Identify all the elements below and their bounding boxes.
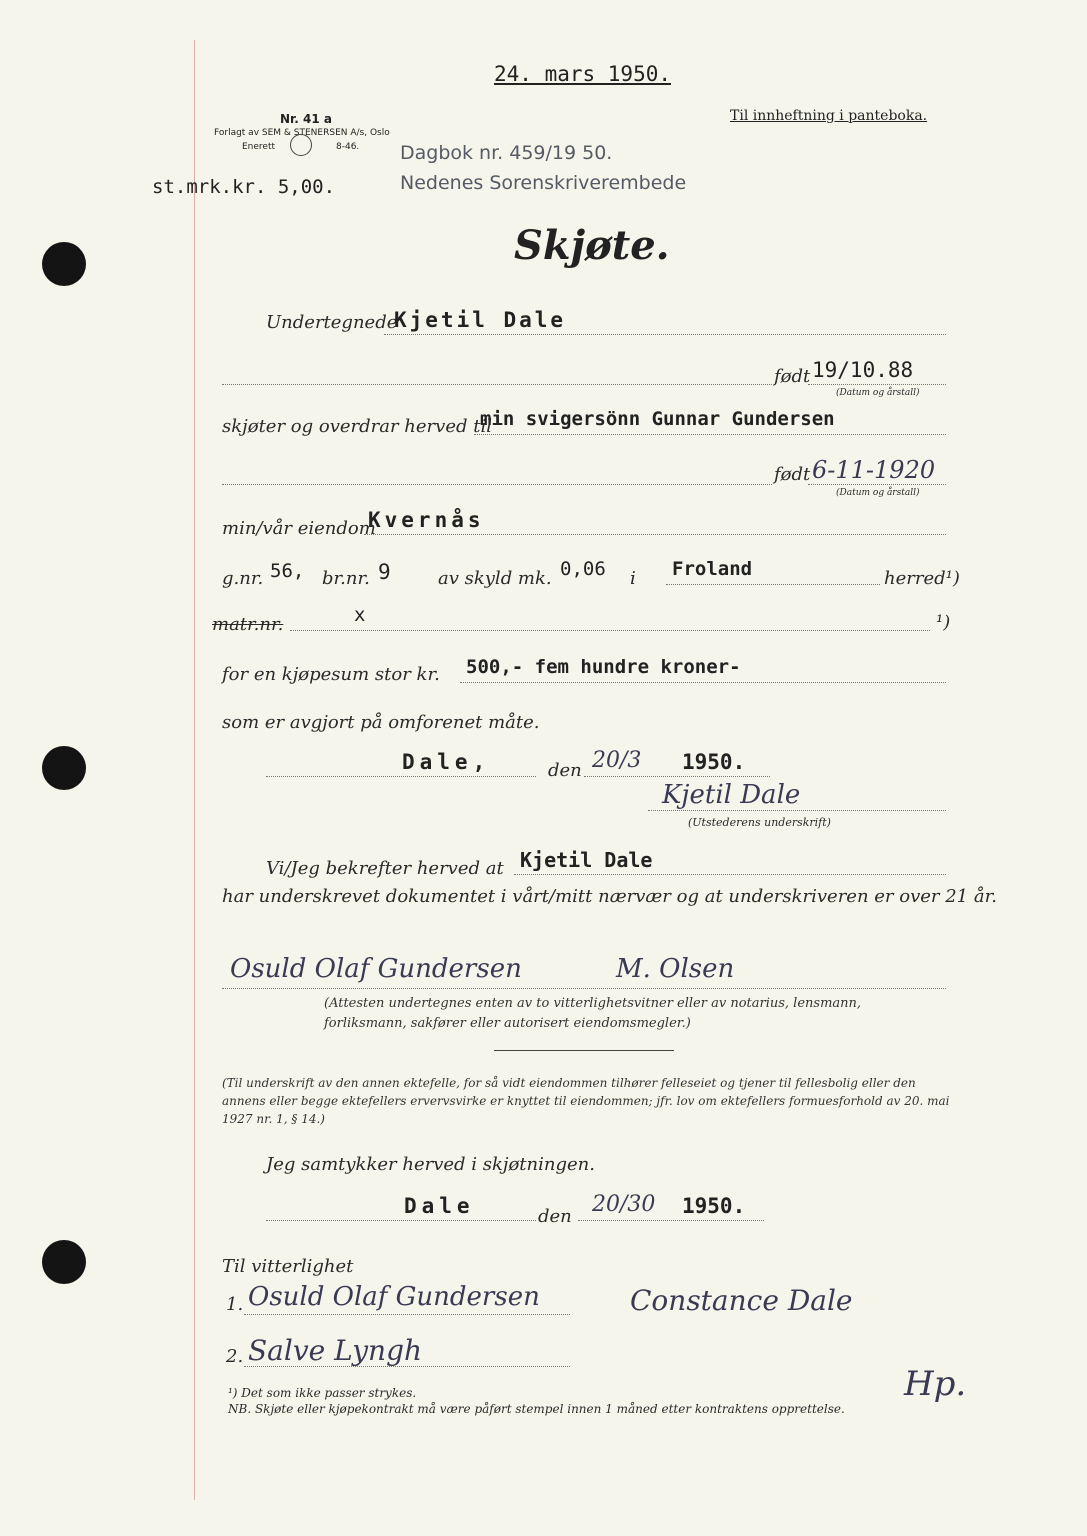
footnote-1: ¹) Det som ikke passer strykes. [228, 1386, 417, 1400]
journal-stamp: Dagbok nr. 459/19 50. [400, 142, 613, 164]
footnote-2: NB. Skjøte eller kjøpekontrakt må være påført stempel innen 1 måned etter kontraktens opprettelse. [228, 1402, 845, 1416]
witness-label: Til vitterlighet [222, 1256, 354, 1277]
skyld-value: 0,06 [560, 558, 606, 580]
gnr-label: g.nr. [222, 568, 264, 589]
date-2-year: 1950. [682, 1194, 746, 1218]
price-value: 500,- fem hundre kroner- [466, 656, 741, 678]
witness-1-number: 1. [226, 1294, 244, 1315]
stamp-duty: st.mrk.kr. 5,00. [152, 176, 336, 198]
publisher: Forlagt av SEM & STENERSEN A/s, Oslo [214, 128, 390, 138]
witness-2-signature: Salve Lyngh [248, 1334, 423, 1367]
punch-hole-top [42, 242, 86, 286]
clerk-initials: Hp. [904, 1364, 967, 1404]
separator-line [494, 1050, 674, 1051]
witness-1-signature: Osuld Olaf Gundersen [248, 1282, 540, 1312]
property-name: Kvernås [368, 508, 485, 532]
skyld-label: av skyld mk. [438, 568, 552, 589]
witness-2-number: 2. [226, 1346, 244, 1367]
margin-line [194, 40, 195, 1500]
born-label-2: født [774, 464, 811, 485]
brnr-label: br.nr. [322, 568, 370, 589]
consent-text: Jeg samtykker herved i skjøtningen. [266, 1154, 595, 1175]
punch-hole-middle [42, 746, 86, 790]
issuer-caption: (Utstederens underskrift) [688, 816, 831, 829]
conveys-label: skjøter og overdrar herved til [222, 416, 492, 437]
undersigned-label: Undertegnede [266, 312, 398, 333]
matr-mark: x [354, 604, 366, 626]
date-hint-2: (Datum og årstall) [836, 488, 920, 498]
header-date: 24. mars 1950. [494, 62, 672, 86]
date-hint-1: (Datum og årstall) [836, 388, 920, 398]
document-title: Skjøte. [514, 222, 670, 269]
form-number: Nr. 41 a [280, 112, 332, 126]
undersigned-name: Kjetil Dale [394, 308, 567, 332]
born-date-1: 19/10.88 [812, 358, 914, 382]
den-label-2: den [538, 1206, 572, 1227]
copyright: Enerett [242, 142, 276, 152]
confirm-name: Kjetil Dale [520, 848, 653, 872]
witness-signature-2: M. Olsen [616, 954, 735, 984]
edition: 8-46. [336, 142, 360, 152]
date-1-year: 1950. [682, 750, 746, 774]
issuer-signature: Kjetil Dale [662, 780, 801, 810]
date-1-hand: 20/3 [592, 748, 642, 773]
filing-note: Til innheftning i panteboka. [730, 108, 928, 124]
municipality: Froland [672, 558, 753, 580]
agreed-text: som er avgjort på omforenet måte. [222, 712, 540, 733]
spouse-note: (Til underskrift av den annen ektefelle, for så vidt eiendommen tilhører felleseiet og tjener til fellesbolig eller den annens eller begge ektefellers ervervsvirke er knyttet til eiendommen; jfr. lov om ektefellers formuesforhold av 20. mai 1927 nr. 1, § 14.) [222, 1076, 950, 1126]
publisher-logo [290, 134, 312, 156]
place-2: Dale [404, 1194, 475, 1218]
date-2-hand: 20/30 [592, 1192, 656, 1217]
i-label: i [630, 568, 636, 589]
herred-label: herred¹) [884, 568, 960, 589]
brnr-value: 9 [378, 560, 391, 584]
confirm-label: Vi/Jeg bekrefter herved at [266, 858, 504, 879]
punch-hole-bottom [42, 1240, 86, 1284]
witness-signature-1: Osuld Olaf Gundersen [230, 954, 522, 984]
spouse-signature: Constance Dale [630, 1284, 853, 1317]
born-label-1: født [774, 366, 811, 387]
born-date-2: 6-11-1920 [812, 456, 936, 484]
price-label: for en kjøpesum stor kr. [222, 664, 440, 685]
witness-note: (Attesten undertegnes enten av to vitterlighetsvitner eller av notarius, lensmann, forliksmann, sakfører eller autorisert eiendomsmegler.) [324, 996, 862, 1031]
matr-end: ¹) [936, 612, 951, 633]
gnr-value: 56, [270, 560, 305, 582]
court-stamp: Nedenes Sorenskriverembede [400, 172, 687, 194]
recipient-name: min svigersönn Gunnar Gundersen [480, 408, 835, 430]
confirm-text: har underskrevet dokumentet i vårt/mitt nærvær og at underskriveren er over 21 år. [222, 886, 997, 907]
place-1: Dale, [402, 750, 491, 774]
matr-label: matr.nr. [212, 614, 284, 635]
property-label: min/vår eiendom [222, 518, 376, 539]
den-label-1: den [548, 760, 582, 781]
